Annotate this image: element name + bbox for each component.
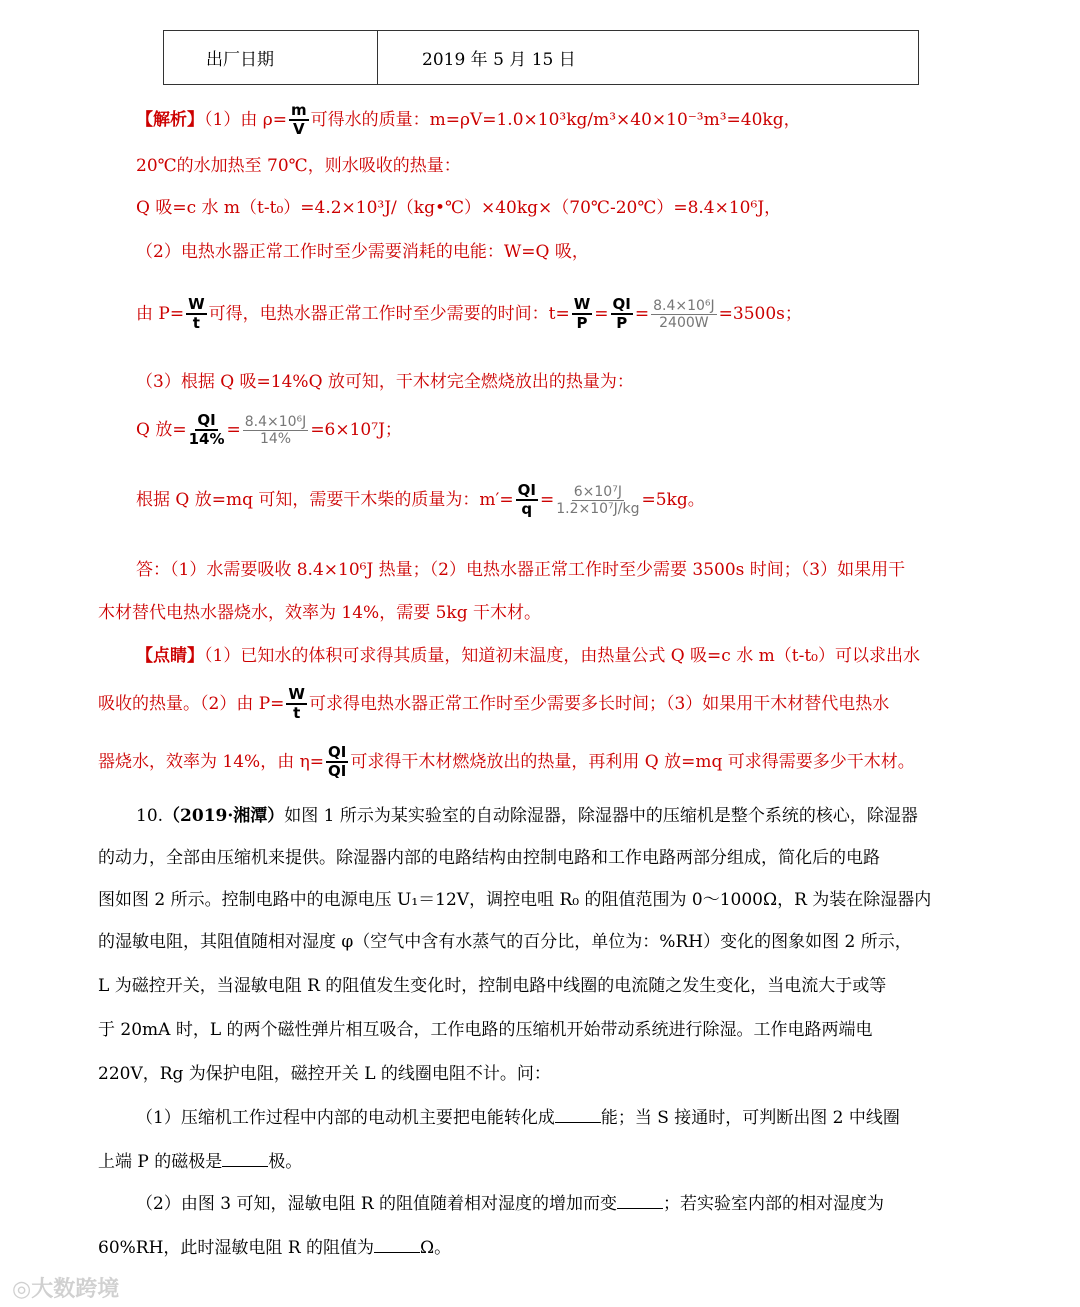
analysis-line-2: 20℃的水加热至 70℃，则水吸收的热量： <box>136 156 461 176</box>
review-tag: 【点睛】 <box>136 646 204 666</box>
analysis-line-4: （2）电热水器正常工作时至少需要消耗的电能：W=Q 吸， <box>136 242 589 262</box>
question-line-5: L 为磁控开关，当湿敏电阻 R 的阻值发生变化时，控制电路中线圈的电流随之发生变化，当电流大于或等 <box>98 976 887 996</box>
fraction-image: $\frac{\text{8.4×10⁶J}}{14\%}$ <box>244 413 307 447</box>
fraction: $\frac{W}{t}$ <box>188 295 205 333</box>
fraction: $\frac{m}{V}$ <box>290 101 307 139</box>
spec-table <box>163 30 919 85</box>
question-line-6: 于 20mA 时，L 的两个磁性弹片相互吸合，工作电路的压缩机开始带动系统进行除湿。工作电路两端电 <box>98 1020 873 1040</box>
table-row <box>164 31 919 85</box>
question-line-7: 220V，Rg 为保护电阻，磁控开关 L 的线圈电阻不计。问： <box>98 1064 551 1084</box>
question-line-1: 10.（2019·湘潭）如图 1 所示为某实验室的自动除湿器，除湿器中的压缩机是整个系统的核心，除湿器 <box>136 806 918 826</box>
watermark: ◎大数跨境 <box>12 1277 120 1302</box>
fraction: $\frac{W}{P}$ <box>573 295 591 333</box>
fraction: $\frac{W}{t}$ <box>288 685 305 723</box>
review-line-3: 器烧水，效率为 14%，由 η= $\frac{QI}{QI}$ 可求得干木材燃烧放出的热量，再利用 Q 放=mq 可求得需要多少干木材。 <box>98 743 915 781</box>
analysis-line-5: 由 P= $\frac{W}{t}$ 可得，电热水器正常工作时至少需要的时间：t= $\frac{W}{P}$ = $\frac{QI}{P}$ = $\frac{\text{8.4×10⁶J}}{2400W}$ =3500s； <box>136 295 802 333</box>
answer-line-1: 答：（1）水需要吸收 8.4×10⁶J 热量；（2）电热水器正常工作时至少需要 3500s 时间；（3）如果用干 <box>136 560 906 580</box>
fraction: $\frac{QI}{P}$ <box>612 295 631 333</box>
question-number: 10. <box>136 806 164 826</box>
analysis-line-6: （3）根据 Q 吸=14%Q 放可知，干木材完全燃烧放出的热量为： <box>136 372 634 392</box>
question-line-2: 的动力，全部由压缩机来提供。除湿器内部的电路结构由控制电路和工作电路两部分组成，简化后的电路 <box>98 848 880 868</box>
subquestion-1-line-1: （1）压缩机工作过程中内部的电动机主要把电能转化成 能；当 S 接通时，可判断出图 2 中线圈 <box>136 1108 900 1128</box>
review-line-1: 【点睛】（1）已知水的体积可求得其质量，知道初末温度，由热量公式 Q 吸=c 水 m（t-t₀）可以求出水 <box>136 646 920 666</box>
question-line-4: 的湿敏电阻，其阻值随相对湿度 φ（空气中含有水蒸气的百分比，单位为：%RH）变化的图象如图 2 所示， <box>98 932 912 952</box>
question-source: （2019·湘潭） <box>163 806 285 826</box>
analysis-line-3: Q 吸=c 水 m（t-t₀）=4.2×10³J/（kg•℃）×40kg×（70℃-20℃）=8.4×10⁶J， <box>136 198 782 218</box>
watermark-logo-icon: ◎ <box>12 1277 32 1302</box>
fraction-image: $\frac{\text{8.4×10⁶J}}{2400W}$ <box>653 297 715 331</box>
table-value: 2019 年 5 月 15 日 <box>378 31 919 85</box>
analysis-line-7: Q 放= $\frac{QI}{14\%}$ = $\frac{\text{8.4×10⁶J}}{14\%}$ =6×10⁷J； <box>136 411 402 449</box>
fraction: $\frac{QI}{q}$ <box>517 481 536 519</box>
answer-blank[interactable] <box>555 1108 601 1123</box>
answer-blank[interactable] <box>374 1238 420 1253</box>
analysis-line-8: 根据 Q 放=mq 可知，需要干木柴的质量为：m′= $\frac{QI}{q}$ = $\frac{\text{6×10⁷J}}{\text{1.2×10⁷J/kg}}$ =5kg。 <box>136 481 705 519</box>
subquestion-2-line-2: 60%RH，此时湿敏电阻 R 的阻值为 Ω。 <box>98 1238 452 1258</box>
answer-blank[interactable] <box>222 1152 268 1167</box>
fraction: $\frac{QI}{QI}$ <box>328 743 347 781</box>
subquestion-1-line-2: 上端 P 的磁极是 极。 <box>98 1152 303 1172</box>
table-key: 出厂日期 <box>164 31 378 85</box>
subquestion-2-line-1: （2）由图 3 可知，湿敏电阻 R 的阻值随着相对湿度的增加而变 ；若实验室内部的相对湿度为 <box>136 1194 885 1214</box>
question-line-3: 图如图 2 所示。控制电路中的电源电压 U₁＝12V，调控电咀 R₀ 的阻值范围为 0～1000Ω，R 为装在除湿器内 <box>98 890 932 910</box>
analysis-tag: 【解析】 <box>136 109 204 130</box>
answer-line-2: 木材替代电热水器烧水，效率为 14%，需要 5kg 干木材。 <box>98 603 541 623</box>
answer-blank[interactable] <box>617 1194 663 1209</box>
fraction: $\frac{QI}{14\%}$ <box>188 411 225 449</box>
analysis-line-1: 【解析】（1）由 ρ= $\frac{m}{V}$ 可得水的质量：m=ρV=1.0×10³kg/m³×40×10⁻³m³=40kg， <box>136 101 801 139</box>
fraction-image: $\frac{\text{6×10⁷J}}{\text{1.2×10⁷J/kg}}$ <box>556 483 640 517</box>
review-line-2: 吸收的热量。（2）由 P= $\frac{W}{t}$ 可求得电热水器正常工作时至少需要多长时间；（3）如果用干木材替代电热水 <box>98 685 890 723</box>
